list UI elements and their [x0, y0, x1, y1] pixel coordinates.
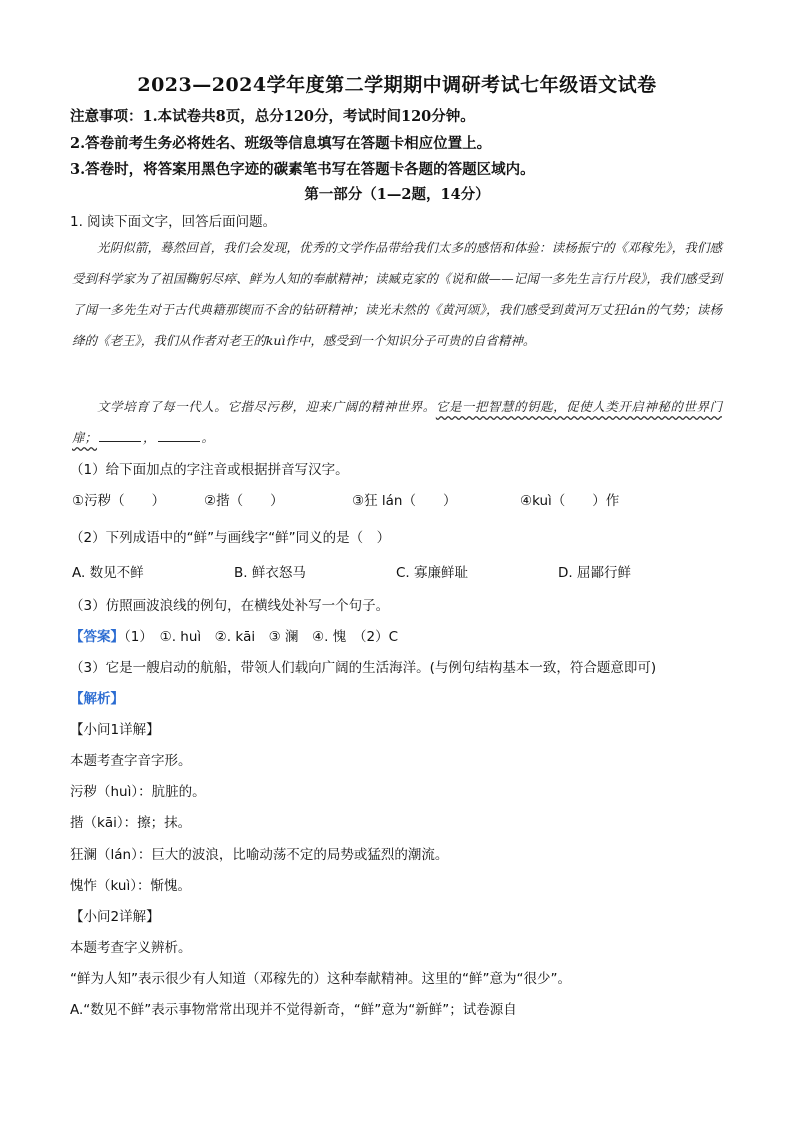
detail-1-line: 愧怍（kuì）：惭愧。 — [70, 878, 191, 894]
sub1-item-1: ①污秽（ ） — [72, 493, 166, 509]
wavy-underlined-example: 它是一把智慧的钥匙，促使人类开启神秘的世界门扉； — [72, 399, 722, 445]
detail-1-line: 揩（kāi）：擦；抹。 — [70, 815, 192, 831]
answer-text-1: （1） ①. huì ②. kāi ③ 澜 ④. 愧 （2）C — [124, 629, 399, 645]
answer-label: 【答案】 — [70, 629, 124, 645]
detail-1-label: 【小问1详解】 — [70, 722, 160, 738]
page-title: 2023—2024学年度第二学期期中调研考试七年级语文试卷 — [137, 74, 657, 96]
sub-question-3: （3）仿照画波浪线的例句，在横线处补写一个句子。 — [70, 598, 390, 614]
passage-2-period: 。 — [201, 430, 215, 445]
reading-passage-2 — [72, 391, 722, 453]
passage-2-comma: ， — [143, 430, 156, 445]
detail-2-line: 本题考查字义辨析。 — [70, 940, 192, 956]
sub1-item-2: ②揩（ ） — [204, 493, 284, 509]
detail-2-line: “鲜为人知”表示很少有人知道（邓稼先的）这种奉献精神。这里的“鲜”意为“很少”。 — [70, 971, 571, 987]
sub2-option-b: B. 鲜衣怒马 — [234, 565, 306, 581]
answer-line-2: （3）它是一艘启动的航船，带领人们载向广阔的生活海洋。(与例句结构基本一致，符合题意即可) — [70, 660, 657, 676]
sub-question-2: （2）下列成语中的“鲜”与画线字“鲜”同义的是（ ） — [70, 530, 391, 546]
detail-1-line: 狂澜（lán）：巨大的波浪，比喻动荡不定的局势或猛烈的潮流。 — [70, 847, 449, 863]
sub-question-1: （1）给下面加点的字注音或根据拼音写汉字。 — [70, 462, 349, 478]
answer-line-1 — [70, 625, 398, 645]
analysis-label: 【解析】 — [70, 691, 124, 707]
answer-blank-2 — [158, 429, 200, 442]
section-title: 第一部分（1—2题，14分） — [304, 186, 490, 203]
passage-2-intro: 文学培育了每一代人。它揩尽污秽，迎来广阔的精神世界。 — [97, 399, 436, 414]
notice-line-1: 注意事项：1.本试卷共8页，总分120分，考试时间120分钟。 — [70, 108, 475, 125]
detail-1-line: 本题考查字音字形。 — [70, 753, 192, 769]
sub2-option-d: D. 屈鄙行鲜 — [558, 565, 631, 581]
sub1-item-4: ④kuì（ ）作 — [520, 493, 620, 509]
notice-line-3: 3.答卷时，将答案用黑色字迹的碳素笔书写在答题卡各题的答题区域内。 — [70, 161, 535, 178]
answer-blank-1 — [99, 429, 141, 442]
detail-2-label: 【小问2详解】 — [70, 909, 160, 925]
detail-1-line: 污秽（huì）：肮脏的。 — [70, 784, 206, 800]
reading-passage-1: 光阴似箭，蓦然回首，我们会发现，优秀的文学作品带给我们太多的感悟和体验：读杨振宁的《邓稼先》，我们感受到科学家为了祖国鞠躬尽瘁、鲜为人知的奉献精神；读臧克家的《说和做——记闻一多先生言行片段》，我们感受到了闻一多先生对于古代典籍那锲而不舍的钻研精神；读光未然的《黄河颂》，我们感受到黄河万丈狂lán的气势；读杨绛的《老王》，我们从作者对老王的kuì作中，感受到一个知识分子可贵的自省精神。 — [72, 240, 722, 348]
notice-line-2: 2.答卷前考生务必将姓名、班级等信息填写在答题卡相应位置上。 — [70, 135, 492, 152]
sub1-item-3: ③狂 lán（ ） — [352, 493, 457, 509]
sub2-option-c: C. 寡廉鲜耻 — [396, 565, 469, 581]
sub2-option-a: A. 数见不鲜 — [72, 565, 144, 581]
question-1-stem: 1. 阅读下面文字，回答后面问题。 — [70, 214, 277, 230]
detail-2-line: A.“数见不鲜”表示事物常常出现并不觉得新奇，“鲜”意为“新鲜”；试卷源自 — [70, 1002, 517, 1018]
